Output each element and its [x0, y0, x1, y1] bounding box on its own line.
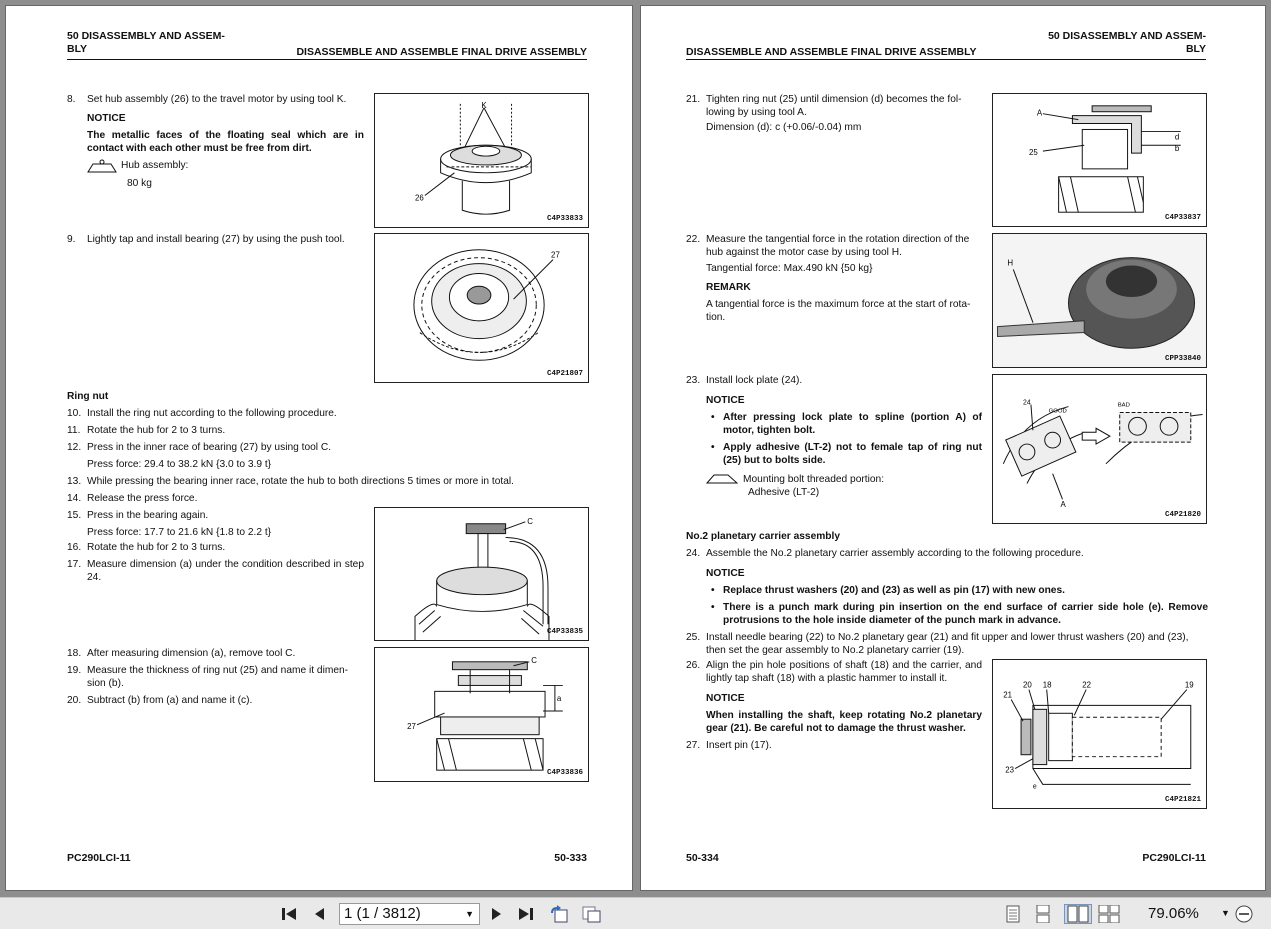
- label-19: 19: [1184, 680, 1194, 690]
- notice-text: When installing the shaft, keep rotating No.2 planetary gear (21). Be careful not to damage the thrust washer.: [706, 710, 982, 734]
- footer-page-number: 50-333: [554, 852, 587, 864]
- step-number: 25.: [686, 632, 701, 643]
- fit-page-button[interactable]: [580, 904, 602, 924]
- step-text: Install needle bearing (22) to No.2 planetary gear (21) and fit upper and lower thrust washers (20) and (23), then set the gear assembly to No.2 planetary carrier (19).: [706, 632, 1189, 656]
- notice-label: NOTICE: [706, 693, 745, 704]
- label-a: a: [556, 694, 562, 704]
- left-page: [5, 5, 633, 891]
- step-text: Align the pin hole positions of shaft (18) and the carrier, and lightly tap shaft (18) with a plastic hammer to install it.: [706, 660, 982, 684]
- figure-id: C4P33837: [1164, 214, 1201, 222]
- label-k: K: [481, 100, 487, 110]
- step-text: After measuring dimension (a), remove tool C.: [87, 648, 296, 659]
- step-8: [67, 93, 364, 190]
- last-page-icon: [515, 906, 535, 922]
- remark-text: A tangential force is the maximum force at the start of rota-tion.: [706, 299, 971, 323]
- weight-label: Hub assembly:: [121, 160, 189, 171]
- header-title: DISASSEMBLE AND ASSEMBLE FINAL DRIVE ASSEMBLY: [296, 45, 587, 58]
- label-27: 27: [551, 250, 560, 260]
- figure-id: CPP33840: [1164, 355, 1201, 363]
- step-22: [686, 233, 982, 324]
- step-number: 19.: [67, 665, 82, 676]
- step-text: Measure dimension (a) under the condition described in step 24.: [87, 559, 364, 583]
- label-23: 23: [1005, 765, 1015, 775]
- two-page-button[interactable]: [1064, 904, 1092, 924]
- page-number-value: 1 (1 / 3812): [344, 905, 421, 922]
- figure-planetary-carrier: [992, 659, 1207, 809]
- label-27: 27: [407, 721, 416, 731]
- figure-id: C4P33833: [546, 215, 583, 223]
- notice-bullet: • Replace thrust washers (20) and (23) as well as pin (17) with new ones.: [711, 585, 1065, 596]
- two-page-continuous-icon: [1098, 905, 1120, 923]
- step-number: 17.: [67, 559, 82, 570]
- label-20: 20: [1023, 680, 1032, 690]
- weight-icon: [87, 159, 117, 173]
- viewer-toolbar: [0, 897, 1271, 929]
- figure-ring-nut: [992, 93, 1207, 227]
- figure-id: C4P21821: [1164, 796, 1201, 804]
- step-number: 9.: [67, 234, 76, 245]
- figure-measure-a: [374, 647, 589, 782]
- figure-id: C4P21807: [546, 370, 583, 378]
- steps-16-17: [67, 541, 364, 584]
- step-number: 8.: [67, 94, 76, 105]
- zoom-out-button[interactable]: [1233, 904, 1255, 924]
- step-text: Measure the tangential force in the rotation direction of the hub against the motor case by using tool H.: [706, 234, 970, 258]
- step-text: Subtract (b) from (a) and name it (c).: [87, 695, 253, 706]
- label-e: e: [1032, 783, 1037, 791]
- step-number: 20.: [67, 695, 82, 706]
- carrier-section: [686, 530, 1208, 657]
- continuous-page-button[interactable]: [1032, 904, 1054, 924]
- single-page-icon: [1006, 905, 1020, 923]
- figure-tangential-force-photo: [992, 233, 1207, 368]
- zoom-level[interactable]: 79.06%: [1148, 905, 1199, 922]
- label-c: C: [527, 516, 533, 526]
- steps-26-27: [686, 659, 982, 752]
- step-number: 27.: [686, 740, 701, 751]
- first-page-icon: [280, 906, 300, 922]
- label-21: 21: [1003, 690, 1013, 700]
- step-text: While pressing the bearing inner race, rotate the hub to both directions 5 times or more in total.: [87, 476, 514, 487]
- step-text: Tighten ring nut (25) until dimension (d) becomes the fol-lowing by using tool A.: [706, 94, 962, 118]
- next-page-icon: [488, 906, 504, 922]
- label-25: 25: [1029, 148, 1038, 158]
- step-number: 10.: [67, 408, 82, 419]
- label-c: C: [531, 655, 537, 665]
- two-page-icon: [1067, 905, 1089, 923]
- label-h: H: [1007, 258, 1014, 268]
- step-number: 12.: [67, 442, 82, 453]
- force-spec: Tangential force: Max.490 kN {50 kg}: [706, 263, 873, 274]
- step-23: [686, 374, 982, 499]
- single-page-button[interactable]: [1002, 904, 1024, 924]
- figure-id: C4P33835: [546, 628, 583, 636]
- label-a: A: [1036, 108, 1043, 118]
- continuous-page-icon: [1036, 905, 1050, 923]
- adhesive-value: Adhesive (LT-2): [748, 487, 820, 498]
- header-section: 50 DISASSEMBLY AND ASSEM- BLY: [67, 30, 225, 55]
- steps-18-20: [67, 647, 364, 707]
- notice-bullet: • Apply adhesive (LT-2) not to female tap of ring nut (25) but to bolts side.: [711, 442, 982, 466]
- label-good: GOOD: [1048, 408, 1067, 415]
- label-bad: BAD: [1117, 402, 1130, 409]
- page-header: [67, 30, 587, 60]
- press-force: Press force: 17.7 to 21.6 kN {1.8 to 2.2 t}: [87, 527, 272, 538]
- step-number: 16.: [67, 542, 82, 553]
- notice-bullet: • After pressing lock plate to spline (portion A) of motor, tighten bolt.: [711, 412, 982, 436]
- last-page-button[interactable]: [514, 904, 536, 924]
- step-text: Assemble the No.2 planetary carrier assembly according to the following procedure.: [706, 548, 1084, 559]
- notice-text: The metallic faces of the floating seal which are in contact with each other must be free from dirt.: [87, 130, 364, 154]
- chevron-down-icon[interactable]: ▼: [1221, 908, 1230, 918]
- page-number-select[interactable]: [339, 903, 480, 925]
- remark-label: REMARK: [706, 282, 751, 293]
- zoom-out-icon: [1234, 904, 1254, 924]
- label-18: 18: [1042, 680, 1052, 690]
- header-section: 50 DISASSEMBLY AND ASSEM- BLY: [1048, 30, 1206, 55]
- notice-label: NOTICE: [706, 395, 745, 406]
- step-number: 11.: [67, 425, 81, 436]
- section-heading: No.2 planetary carrier assembly: [686, 531, 841, 542]
- fit-page-icon: [581, 905, 601, 923]
- label-a: A: [1060, 500, 1066, 510]
- rotate-icon: [549, 905, 569, 923]
- figure-id: C4P21820: [1164, 511, 1201, 519]
- label-24: 24: [1023, 399, 1031, 407]
- step-number: 14.: [67, 493, 82, 504]
- header-title: DISASSEMBLE AND ASSEMBLE FINAL DRIVE ASSEMBLY: [686, 45, 977, 58]
- step-number: 21.: [686, 94, 701, 105]
- label-b: b: [1174, 144, 1180, 154]
- step-text: Lightly tap and install bearing (27) by using the push tool.: [87, 234, 345, 245]
- step-number: 13.: [67, 476, 82, 487]
- step-text: Rotate the hub for 2 to 3 turns.: [87, 425, 226, 436]
- page-header: [686, 30, 1206, 60]
- next-page-button[interactable]: [485, 904, 507, 924]
- figure-press-bearing: [374, 507, 589, 641]
- first-page-button[interactable]: [279, 904, 301, 924]
- footer-model: PC290LCI-11: [67, 852, 131, 864]
- figure-hub-assembly: [374, 93, 589, 228]
- figure-lock-plate: [992, 374, 1207, 524]
- step-text: Press in the bearing again.: [87, 510, 209, 521]
- step-number: 15.: [67, 510, 82, 521]
- step-text: Release the press force.: [87, 493, 198, 504]
- notice-bullet: • There is a punch mark during pin insertion on the end surface of carrier side hole (e). Remove protrusions to the hole inside diameter of the punch mark in advance.: [711, 602, 1208, 626]
- chevron-down-icon: ▼: [465, 909, 474, 919]
- step-9: [67, 233, 364, 246]
- step-number: 26.: [686, 660, 701, 671]
- step-text: Install lock plate (24).: [706, 375, 803, 386]
- step-text: Insert pin (17).: [706, 740, 772, 751]
- footer-page-number: 50-334: [686, 852, 719, 864]
- prev-page-button[interactable]: [309, 904, 331, 924]
- adhesive-label: Mounting bolt threaded portion:: [743, 474, 885, 485]
- figure-bearing: [374, 233, 589, 383]
- step-number: 22.: [686, 234, 701, 245]
- figure-id: C4P33836: [546, 769, 583, 777]
- section-heading: Ring nut: [67, 391, 109, 402]
- step-number: 23.: [686, 375, 701, 386]
- step-text: Set hub assembly (26) to the travel motor by using tool K.: [87, 94, 347, 105]
- notice-label: NOTICE: [706, 568, 745, 579]
- step-text: Install the ring nut according to the following procedure.: [87, 408, 337, 419]
- weight-value: 80 kg: [127, 178, 152, 189]
- step-text: Press in the inner race of bearing (27) by using tool C.: [87, 442, 332, 453]
- footer-model: PC290LCI-11: [1142, 852, 1206, 864]
- step-21: [686, 93, 982, 134]
- step-number: 18.: [67, 648, 82, 659]
- step-text: Rotate the hub for 2 to 3 turns.: [87, 542, 226, 553]
- step-text: Measure the thickness of ring nut (25) and name it dimen-sion (b).: [87, 665, 349, 689]
- step-number: 24.: [686, 548, 701, 559]
- two-page-continuous-button[interactable]: [1098, 904, 1120, 924]
- press-force: Press force: 29.4 to 38.2 kN {3.0 to 3.9 t}: [87, 459, 272, 470]
- dimension-spec: Dimension (d): c (+0.06/-0.04) mm: [706, 122, 862, 133]
- rotate-button[interactable]: [548, 904, 570, 924]
- right-page: [640, 5, 1266, 891]
- adhesive-icon: [706, 473, 738, 485]
- label-26: 26: [415, 193, 424, 203]
- prev-page-icon: [312, 906, 328, 922]
- label-22: 22: [1082, 680, 1091, 690]
- label-d: d: [1174, 132, 1180, 142]
- notice-label: NOTICE: [87, 113, 126, 124]
